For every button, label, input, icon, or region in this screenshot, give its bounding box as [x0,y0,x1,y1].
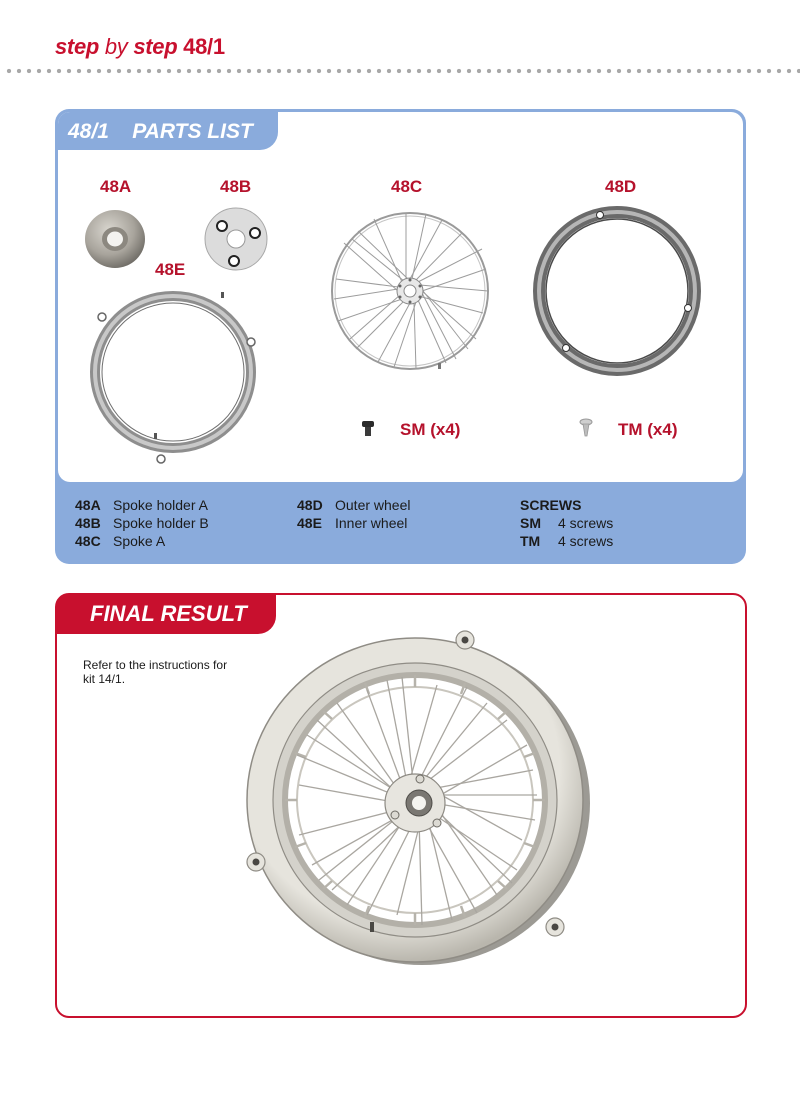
page-title [55,34,225,60]
inner-wheel-image [88,282,263,467]
part-label-48c: 48C [391,177,423,196]
final-wheel-image [237,625,597,970]
part-label-48d: 48D [605,177,637,196]
title-by: by [104,34,128,59]
final-result-title: FINAL RESULT [90,601,247,626]
parts-list-col-2 [297,496,410,532]
list-item: 48C Spoke A [75,533,166,549]
sm-screw-icon [360,420,376,438]
parts-tab-number: 48/1 [68,120,109,143]
part-label-48b: 48B [220,177,252,196]
parts-list-col-3 [520,496,613,550]
list-item: 48B Spoke holder B [75,515,209,531]
part-label-tm: TM (x4) [618,420,678,439]
list-item: 48A Spoke holder A [75,497,208,513]
list-item: TM 4 screws [520,533,614,549]
tm-screw-icon [578,418,594,438]
outer-wheel-image [533,205,703,377]
parts-list-panel [55,109,746,564]
parts-image-area [58,112,743,482]
parts-list-col-1 [75,496,209,550]
part-label-48e: 48E [155,260,186,279]
parts-tab-title: PARTS LIST [132,120,253,143]
part-label-sm: SM (x4) [400,420,461,439]
list-item: SM 4 screws [520,515,614,531]
spoke-holder-b-image [201,204,271,274]
list-item: 48D Outer wheel [297,497,411,513]
parts-list-tab [58,112,278,150]
title-step-2: step [133,34,178,59]
list-item: 48E Inner wheel [297,515,408,531]
spoke-holder-a-image [80,204,150,274]
final-result-panel [55,593,747,1018]
spoke-a-image [328,209,493,374]
dotted-divider [4,68,800,74]
screws-heading: SCREWS [520,497,582,513]
final-result-note: Refer to the instructions for kit 14/1. [83,658,228,686]
title-step: step [55,34,100,59]
title-number: 48/1 [183,34,225,59]
part-label-48a: 48A [100,177,132,196]
